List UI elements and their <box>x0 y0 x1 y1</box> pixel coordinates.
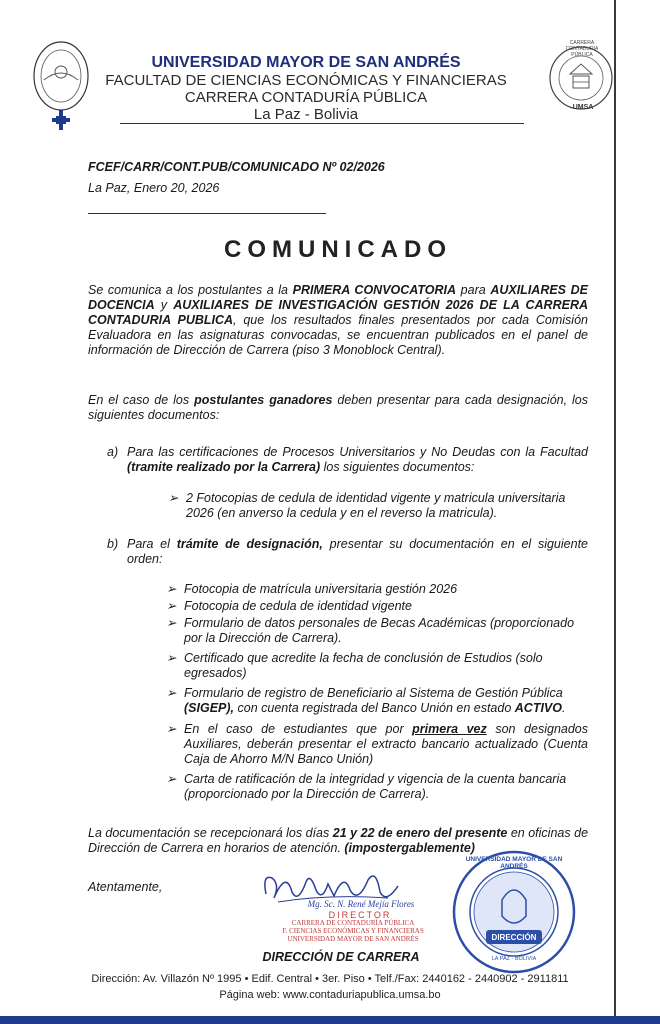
list-item: ➢ Formulario de datos personales de Becas Académicas (proporcionado por la Dirección de Carrera). <box>166 616 575 645</box>
faculty-name: FACULTAD DE CIENCIAS ECONÓMICAS Y FINANCIERAS <box>105 72 507 89</box>
winners-paragraph: En el caso de los postulantes ganadores deben presentar para cada designación, los siguientes documentos: <box>88 393 589 422</box>
signer-name: Mg. Sc. N. René Mejía Flores <box>307 899 415 909</box>
item-a-label: a) <box>107 445 119 459</box>
arrow-bullet-icon: ➢ <box>166 686 177 700</box>
arrow-bullet-icon: ➢ <box>166 616 177 630</box>
career-name: CARRERA CONTADURÍA PÚBLICA <box>184 89 428 106</box>
list-item: ➢ Fotocopia de matrícula universitaria gestión 2026 <box>166 582 458 596</box>
reception-paragraph: La documentación se recepcionará los días 21 y 22 de enero del presente en oficinas de Dirección de Carrera en horarios de atención. (impostergablemente) <box>88 826 589 855</box>
stamp-line-2: F. CIENCIAS ECONÓMICAS Y FINANCIERAS <box>282 927 424 935</box>
date-divider <box>88 213 326 214</box>
document-reference: FCEF/CARR/CONT.PUB/COMUNICADO Nº 02/2026 <box>88 160 385 174</box>
page-title: COMUNICADO <box>224 236 452 263</box>
right-seal-bottom-text: UMSA <box>572 104 594 111</box>
header-divider <box>120 123 524 124</box>
list-item: ➢ Formulario de registro de Beneficiario al Sistema de Gestión Pública (SIGEP), con cuenta registrada del Banco Unión en estado ACTIVO. <box>166 686 566 715</box>
list-item: ➢ Carta de ratificación de la integridad y vigencia de la cuenta bancaria (proporcionado por la Dirección de Carrera). <box>166 772 567 801</box>
city-name: La Paz - Bolivia <box>253 106 359 123</box>
list-item: ➢ En el caso de estudiantes que por primera vez son designados Auxiliares, deberán presentar el extracto bancario actualizado (Cuenta Caja de Ahorro M/N Banco Unión) <box>166 722 588 766</box>
page-border-line <box>614 0 616 1024</box>
list-item: ➢ 2 Fotocopias de cedula de identidad vigente y matricula universitaria 2026 (en anverso la cedula y en el reverso la matricula). <box>168 491 566 520</box>
stamp-line-3: UNIVERSIDAD MAYOR DE SAN ANDRÉS <box>287 935 419 943</box>
university-name: UNIVERSIDAD MAYOR DE SAN ANDRÉS <box>151 54 461 71</box>
arrow-bullet-icon: ➢ <box>166 772 177 786</box>
stamp-ring-text: UNIVERSIDAD MAYOR DE SAN ANDRÉS <box>465 856 563 870</box>
document-date: La Paz, Enero 20, 2026 <box>88 181 220 195</box>
footer-web: Página web: www.contaduriapublica.umsa.bo <box>219 989 441 1001</box>
stamp-center-text: DIRECCIÓN <box>491 933 537 942</box>
signer-title: DIRECCIÓN DE CARRERA <box>262 950 420 964</box>
list-item: ➢ Fotocopia de cedula de identidad vigente <box>166 599 412 613</box>
arrow-bullet-icon: ➢ <box>166 599 177 613</box>
arrow-bullet-icon: ➢ <box>166 651 177 665</box>
arrow-bullet-icon: ➢ <box>168 491 179 505</box>
footer-address: Dirección: Av. Villazón Nº 1995 • Edif. Central • 3er. Piso • Telf./Fax: 2440162 - 2440902 - 2911811 <box>91 973 569 985</box>
item-a: a) Para las certificaciones de Procesos Universitarios y No Deudas con la Facultad (tramite realizado por la Carrera) los siguientes documentos: <box>107 445 588 474</box>
right-seal-top-text: CARRERA CONTADURIA PÚBLICA <box>565 40 599 58</box>
list-item: ➢ Certificado que acredite la fecha de conclusión de Estudios (solo egresados) <box>166 651 543 680</box>
arrow-bullet-icon: ➢ <box>166 582 177 596</box>
closing-text: Atentamente, <box>88 880 163 894</box>
footer-bar <box>0 1016 660 1024</box>
stamp-bottom-text: LA PAZ - BOLIVIA <box>491 956 537 962</box>
item-b: b) Para el trámite de designación, presentar su documentación en el siguiente orden: <box>107 537 588 566</box>
stamp-line-1: CARRERA DE CONTADURÍA PÚBLICA <box>291 919 415 927</box>
arrow-bullet-icon: ➢ <box>166 722 177 736</box>
item-b-label: b) <box>107 537 119 551</box>
signer-role: DIRECTOR <box>328 910 392 920</box>
intro-paragraph: Se comunica a los postulantes a la PRIMERA CONVOCATORIA para AUXILIARES DE DOCENCIA y AUXILIARES DE INVESTIGACIÓN GESTIÓN 2026 DE LA CARRERA CONTADURIA PUBLICA, que los resultados finales presentados por cada Comisión Evaluadora en las asignaturas convocadas, se encuentran publicados en el panel de información de Dirección de Carrera (piso 3 Monoblock Central). <box>88 283 588 357</box>
